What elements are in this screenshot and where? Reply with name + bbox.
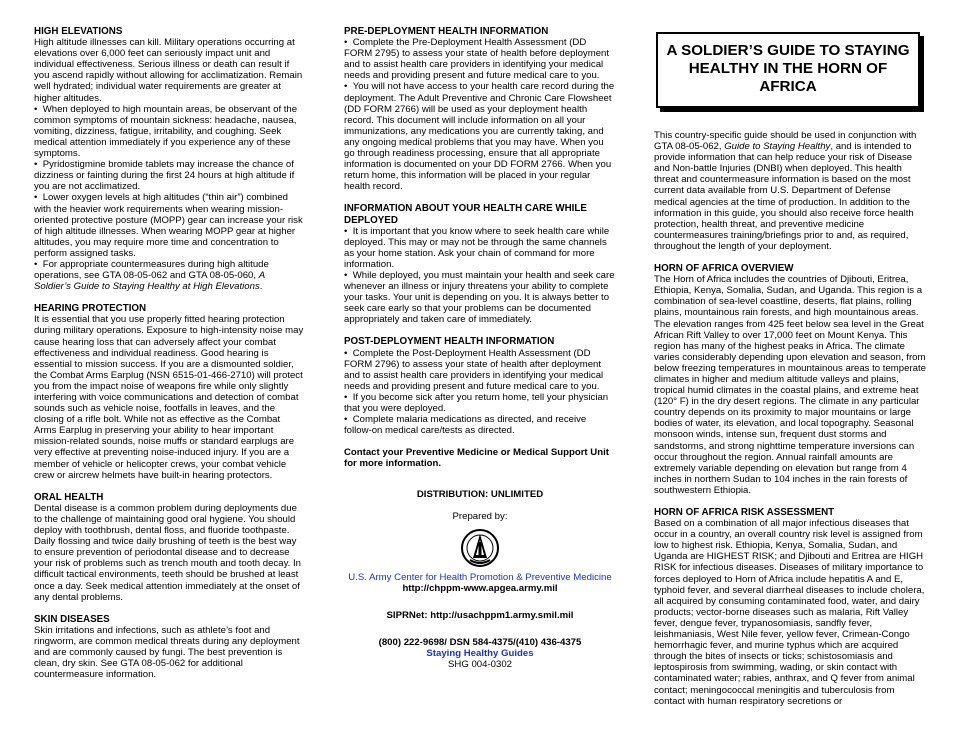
section-heading: SKIN DISEASES bbox=[34, 613, 110, 625]
bullet-item: • For appropriate countermeasures during high altitude operations, see GTA 08-05-062 and GTA 08-05-060, A Soldier’s Guide to Staying Healthy at High Elevations. bbox=[34, 259, 304, 292]
website-link[interactable]: http://chppm-www.apgea.army.mil bbox=[402, 582, 558, 594]
paragraph: Skin irritations and infections, such as athlete’s foot and ringworm, are common medical threats during any deployment and are commonly caused by fungi. The best prevention is clean, dry skin. See GTA 08-05-062 for additional countermeasure information. bbox=[34, 624, 300, 681]
prepared-by-label: Prepared by: bbox=[452, 510, 508, 522]
bullet-item: • If you become sick after you return home, tell your physician that you were deployed. bbox=[344, 392, 616, 414]
section-heading: PRE-DEPLOYMENT HEALTH INFORMATION bbox=[344, 26, 549, 37]
section-heading: HORN OF AFRICA RISK ASSESSMENT bbox=[654, 507, 835, 518]
column-right bbox=[654, 26, 926, 718]
section-skin-diseases bbox=[34, 614, 304, 681]
section-heading: HEARING PROTECTION bbox=[34, 303, 147, 315]
section-oral-health bbox=[34, 492, 304, 603]
bullet-item: • Lower oxygen levels at high altitudes (“thin air”) combined with the heavier work requirements when wearing mission-oriented protective posture (MOPP) gear can increase your risk of high altitude illnesses. When wearing MOPP gear at higher altitudes, you may require more time and concentration to perform assigned tasks. bbox=[34, 192, 304, 259]
section-heading: INFORMATION ABOUT YOUR HEALTH CARE WHILE DEPLOYED bbox=[344, 203, 587, 226]
section-heading: HIGH ELEVATIONS bbox=[34, 26, 123, 37]
bullet-item: • Complete the Post-Deployment Health Assessment (DD FORM 2796) to assess your state of health after deployment and to assist health care providers in identifying your medical needs and providing present and future medical care to you. bbox=[344, 348, 616, 392]
section-high-elevations bbox=[34, 26, 304, 292]
section-risk-assessment bbox=[654, 507, 926, 707]
bullet-item: • Pyridostigmine bromide tablets may increase the chance of dizziness or fainting during the first 24 hours at high altitude if you are not acclimatized. bbox=[34, 159, 304, 192]
phone-numbers: (800) 222-9698/ DSN 584-4375/(410) 436-4375 bbox=[378, 636, 582, 648]
column-middle bbox=[344, 26, 616, 670]
section-hearing-protection bbox=[34, 303, 304, 481]
paragraph: Dental disease is a common problem during deployments due to the challenge of maintaining good oral hygiene. You should deploy with toothbrush, dental floss, and fluoride toothpaste. Daily flossing and twice daily brushing of teeth is the best way to ensure prevention of periodontal disease and to decrease your risk of problems such as trench mouth and tooth decay. In difficult tactical environments, teeth should be brushed at least once a day. Seek medical attention immediately at the onset of any dental problems. bbox=[34, 502, 301, 603]
document-code: SHG 004-0302 bbox=[448, 659, 512, 671]
paragraph: High altitude illnesses can kill. Military operations occurring at elevations over 6,000 feet can seriously impact unit and individual effectiveness. Serious illness or death can result if you ascend rapidly without allowing for acclimatization. Remain well hydrated; individual water requirements are greater at higher altitudes. bbox=[34, 37, 303, 104]
bullet-item: • When deployed to high mountain areas, be observant of the common symptoms of mountain sickness: headache, nausea, vomiting, dizziness, fatigue, irritability, and coughing. Seek medical attention immediately if you experience any of these symptoms. bbox=[34, 104, 304, 159]
section-post-deployment bbox=[344, 336, 616, 436]
contact-note: Contact your Preventive Medicine or Medical Support Unit for more information. bbox=[344, 447, 609, 470]
bullet-item: • Complete malaria medications as directed, and receive follow-on medical care/tests as directed. bbox=[344, 414, 616, 436]
bullet-item: • Complete the Pre-Deployment Health Assessment (DD FORM 2795) to assess your state of health before deployment and to assist health care providers in identifying your medical needs and providing present and future medical care to you. bbox=[344, 37, 616, 81]
reference-title: Guide to Staying Healthy bbox=[724, 141, 831, 153]
section-health-care-deployed bbox=[344, 203, 616, 325]
series-name: Staying Healthy Guides bbox=[426, 648, 534, 660]
paragraph: Based on a combination of all major infectious diseases that occur in a country, an overall country risk level is assigned from low to highest risk. Ethiopia, Kenya, Somalia, Sudan, and Uganda are HIGHEST RISK; and Djibouti and Eritrea are HIGH RISK for infectious diseases. Diseases of military importance to forces deployed to Horn of Africa include hepatitis A and E, typhoid fever, and several diarrheal diseases to include cholera, all acquired by consuming contaminated food, water, and dairy products; vector-borne diseases such as malaria, Rift Valley fever, dengue fever, trypanosomiasis, sandfly fever, leishmaniasis, West Nile fever, yellow fever, Crimean-Congo hemorrhagic fever, and murine typhus which are acquired through the bites of insects or ticks; schistosomiasis and leptospirosis from swimming, wading, or skin contact with contaminated water; rabies, anthrax, and Q fever from animal contact; meningococcal meningitis and tuberculosis from contact with human respiratory secretions or bbox=[654, 518, 925, 707]
section-overview bbox=[654, 263, 926, 496]
organization-name: U.S. Army Center for Health Promotion & Preventive Medicine bbox=[348, 571, 612, 583]
reference-title: A Soldier’s Guide to Staying Healthy at High Elevations bbox=[34, 270, 265, 293]
bullet-item: • While deployed, you must maintain your health and seek care whenever an illness or injury threatens your ability to complete your tasks. Your unit is depending on you. It is always better to seek care early so that your problems can be documented appropriately and taken care of immediately. bbox=[344, 270, 616, 325]
column-left bbox=[34, 26, 304, 691]
siprnet-link[interactable]: SIPRNet: http://usachppm1.army.smil.mil bbox=[386, 609, 574, 621]
section-heading: POST-DEPLOYMENT HEALTH INFORMATION bbox=[344, 336, 555, 348]
distribution-label: DISTRIBUTION: UNLIMITED bbox=[416, 489, 544, 501]
bullet-item: • It is important that you know where to seek health care while deployed. This may or may not be through the same channels as your home station. Ask your chain of command for more information. bbox=[344, 226, 616, 270]
section-heading: HORN OF AFRICA OVERVIEW bbox=[654, 263, 794, 275]
paragraph: The Horn of Africa includes the countries of Djibouti, Eritrea, Ethiopia, Kenya, Somalia, Sudan, and Uganda. This region is a combination of sea-level coastline, deserts, flat plains, rolling plains, mountainous rain forests, and high mountainous areas. The elevation ranges from 425 feet below sea level in the Great African Rift Valley to over 17,000 feet on Mount Kenya. This region has many of the highest peaks in Africa. The climate varies considerably depending upon elevation and season, from below freezing temperatures in mountainous areas to temperate climates in higher and medium altitude valleys and plains, tropical humid climates in the coastal plains, and extreme heat (120° F) in the dry desert regions. The climate in any particular country depends on its proximity to major mountains or large bodies of water, its elevation, and local topography. Seasonal monsoon winds, intense sun, frequent dust storms and sandstorms, and strong nighttime temperature inversions can occur throughout the region. Annual rainfall amounts are extremely variable depending on elevation but range from 4 inches in northern Sudan to 104 inches in the rain forests of southwestern Ethiopia. bbox=[654, 274, 926, 496]
intro-paragraph: This country-specific guide should be used in conjunction with GTA 08-05-062, Guide to Staying Healthy, and is intended to provide information that can help reduce your risk of Disease and Non-battle Injuries (DNBI) when deployed. This health threat and countermeasure information is based on the most current data available from U.S. Department of Defense medical agencies at the time of production. In addition to the information in this guide, you should also receive force health protection, health threat, and preventive medicine countermeasures training/briefings prior to and, as required, throughout the length of your deployment. bbox=[654, 130, 917, 252]
section-heading: ORAL HEALTH bbox=[34, 491, 104, 503]
document-title: A SOLDIER’S GUIDE TO STAYING HEALTHY IN THE HORN OF AFRICA bbox=[656, 32, 920, 108]
bullet-item: • You will not have access to your health care record during the deployment. The Adult Preventive and Chronic Care Flowsheet (DD FORM 2766) will be used as your deployment health record. This document will include information on all your immunizations, any medications you are currently taking, and any ongoing medical problems that you may have. When you go through readiness processing, ensure that all appropriate information is documented on your DD FORM 2766. When you return home, this information will be placed in your regular health record. bbox=[344, 81, 616, 192]
chppm-crest-icon bbox=[460, 528, 500, 568]
paragraph: It is essential that you use properly fitted hearing protection during military operations. Exposure to high-intensity noise may cause hearing loss that can adversely affect your combat effectiveness and individual readiness. Good hearing is essential to mission success. If you are a dismounted soldier, the Combat Arms Earplug (NSN 6515-01-466-2710) will protect you from the impact noise of weapons fire while only slightly interfering with voice communications and detection of combat sounds such as vehicle noise, footfalls in leaves, and the closing of a rifle bolt. While not as effective as the Combat Arms Earplug in preserving your ability to hear important mission-related sounds, noise muffs or standard earplugs are very effective at preventing noise-induced injury. If you are a member of vehicle or helicopter crews, your combat vehicle crew or aircrew helmets have built-in hearing protectors. bbox=[34, 314, 304, 481]
section-pre-deployment bbox=[344, 26, 616, 192]
